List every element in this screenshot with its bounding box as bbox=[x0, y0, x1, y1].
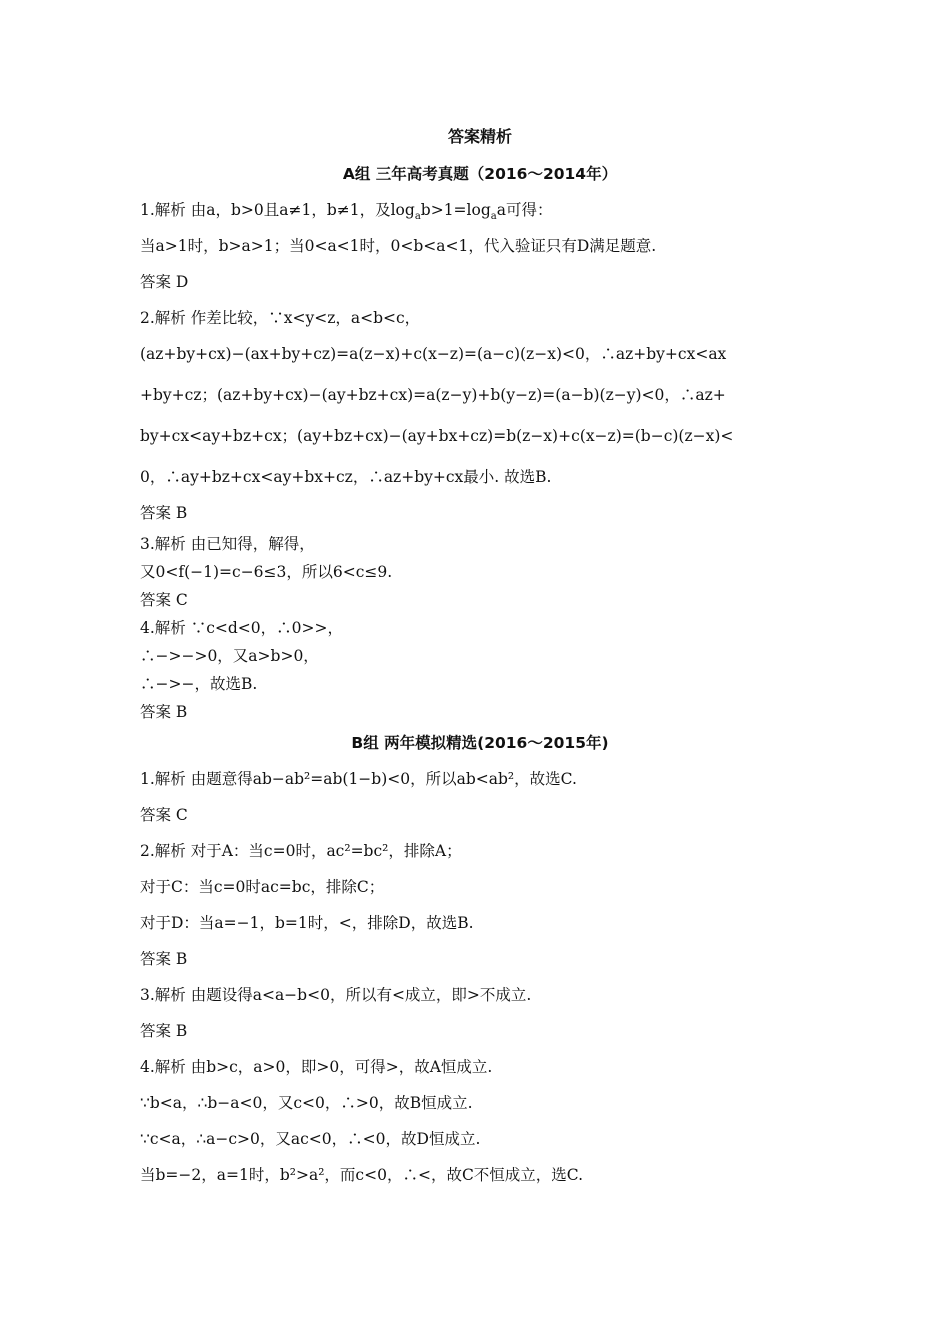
a-line-2: 当a>1时，b>a>1；当0<a<1时，0<b<a<1，代入验证只有D满足题意. bbox=[140, 237, 657, 255]
b-line-11: ∵c<a，∴a−c>0，又ac<0，∴<0，故D恒成立. bbox=[140, 1130, 481, 1148]
b-line-8: 答案 B bbox=[140, 1022, 188, 1040]
b-line-3: 2.解析 对于A：当c=0时，ac²=bc²，排除A； bbox=[140, 842, 462, 860]
a-line-5: (az+by+cx)−(ax+by+cz)=a(z−x)+c(x−z)=(a−c)(z−x)<0，∴az+by+cx<ax bbox=[140, 345, 727, 363]
b-line-12: 当b=−2，a=1时，b²>a²，而c<0，∴<，故C不恒成立，选C. bbox=[140, 1166, 584, 1184]
page-title: 答案精析 bbox=[447, 127, 512, 146]
a-line-13: 4.解析 ∵c<d<0，∴0>>， bbox=[140, 619, 343, 637]
a-line-14: ∴−>−>0，又a>b>0， bbox=[140, 647, 319, 665]
a-line-9: 答案 B bbox=[140, 504, 188, 522]
section-heading-a: A组 三年高考真题（2016～2014年） bbox=[342, 165, 618, 183]
section-heading-b: B组 两年模拟精选(2016～2015年) bbox=[351, 734, 609, 752]
b-line-2: 答案 C bbox=[140, 806, 188, 824]
a-line-1: 1.解析 由a，b>0且a≠1，b≠1，及$\log_ab>1=\log_aa$可得： bbox=[140, 201, 553, 223]
b-line-4: 对于C：当c=0时ac=bc，排除C； bbox=[140, 878, 385, 896]
a-line-8: 0，∴ay+bz+cx<ay+bx+cz，∴az+by+cx最小. 故选B. bbox=[140, 468, 552, 486]
a-line-6: +by+cz；(az+by+cx)−(ay+bz+cx)=a(z−y)+b(y−z)=(a−b)(z−y)<0，∴az+ bbox=[140, 386, 726, 404]
a-line-4: 2.解析 作差比较，∵x<y<z，a<b<c， bbox=[140, 309, 421, 327]
b-line-6: 答案 B bbox=[140, 950, 188, 968]
a-line-11: 又0<f(−1)=c−6≤3，所以6<c≤9. bbox=[140, 563, 393, 581]
a-line-12: 答案 C bbox=[140, 591, 188, 609]
b-line-1: 1.解析 由题意得ab−ab²=ab(1−b)<0，所以ab<ab²，故选C. bbox=[140, 770, 577, 788]
a-line-3: 答案 D bbox=[140, 273, 189, 291]
a-line-7: by+cx<ay+bz+cx；(ay+bz+cx)−(ay+bx+cz)=b(z−x)+c(x−z)=(b−c)(z−x)< bbox=[140, 427, 734, 445]
b-line-10: ∵b<a，∴b−a<0，又c<0，∴>0，故B恒成立. bbox=[140, 1094, 473, 1112]
a-line-10: 3.解析 由已知得，解得， bbox=[140, 535, 315, 553]
b-line-7: 3.解析 由题设得a<a−b<0，所以有<成立，即>不成立. bbox=[140, 986, 532, 1004]
b-line-5: 对于D：当a=−1，b=1时，<，排除D，故选B. bbox=[140, 914, 474, 932]
b-line-9: 4.解析 由b>c，a>0，即>0，可得>，故A恒成立. bbox=[140, 1058, 493, 1076]
a-line-15: ∴−>−，故选B. bbox=[140, 675, 258, 693]
a-line-16: 答案 B bbox=[140, 703, 188, 721]
